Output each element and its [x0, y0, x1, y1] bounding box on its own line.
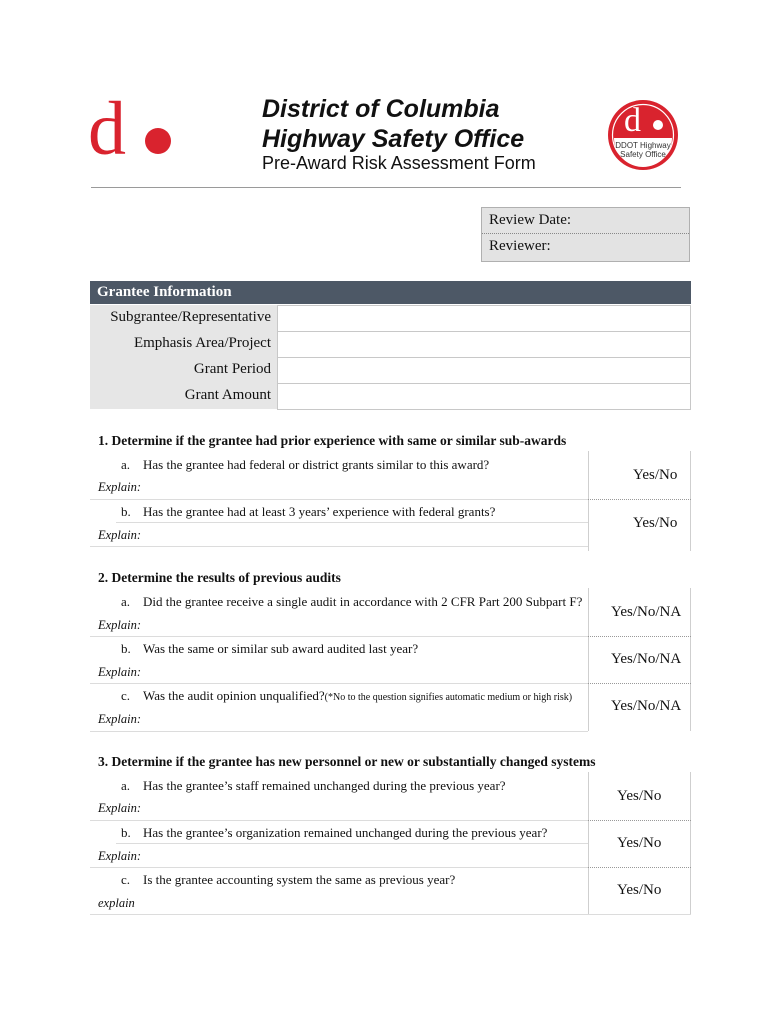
- explain-label: Explain:: [98, 665, 142, 679]
- logo-letter: d: [88, 92, 126, 162]
- svg-text:Safety Office: Safety Office: [620, 150, 666, 159]
- title-line-1: District of Columbia: [262, 95, 500, 123]
- answer-2a[interactable]: Yes/No/NA: [611, 604, 682, 620]
- ddot-logo-left: [88, 92, 178, 162]
- row-rule: [90, 820, 588, 821]
- explain-label: Explain:: [98, 849, 142, 863]
- answer-2b[interactable]: Yes/No/NA: [611, 651, 682, 667]
- row-rule: [116, 843, 588, 844]
- title-line-2: Highway Safety Office: [262, 125, 525, 153]
- section-3-title: 3. Determine if the grantee has new personnel or new or substantially changed systems: [98, 754, 596, 769]
- question-1a: a. Has the grantee had federal or district grants similar to this award?: [121, 457, 490, 472]
- answer-divider: [588, 636, 691, 637]
- answer-1a[interactable]: Yes/No: [633, 467, 678, 483]
- grantee-row-grant-period: [90, 357, 691, 383]
- question-2b: b. Was the same or similar sub award audited last year?: [121, 641, 419, 656]
- reviewer-label: Reviewer:: [489, 238, 551, 254]
- explain-label: Explain:: [98, 528, 142, 542]
- logo-letter: d: [624, 102, 641, 139]
- row-rule: [90, 731, 588, 732]
- row-rule: [90, 636, 588, 637]
- question-3b: b. Has the grantee’s organization remained unchanged during the previous year?: [121, 825, 548, 840]
- row-rule: [116, 522, 588, 523]
- subgrantee-field[interactable]: [277, 305, 691, 331]
- emphasis-area-field[interactable]: [277, 331, 691, 357]
- answer-divider: [588, 867, 691, 868]
- grantee-row-emphasis-area: [90, 331, 691, 357]
- grantee-table-bottom: [277, 409, 691, 410]
- svg-text:DDOT Highway: DDOT Highway: [615, 141, 671, 150]
- row-rule: [90, 683, 588, 684]
- row-rule: [90, 546, 588, 547]
- row-rule: [90, 867, 588, 868]
- page-subtitle: Pre-Award Risk Assessment Form: [262, 153, 536, 173]
- question-2a: a. Did the grantee receive a single audit in accordance with 2 CFR Part 200 Subpart F?: [121, 594, 583, 609]
- answer-3b[interactable]: Yes/No: [617, 835, 662, 851]
- grantee-row-label: Grant Period: [193, 361, 271, 377]
- explain-label: Explain:: [98, 480, 142, 494]
- question-3a: a. Has the grantee’s staff remained unchanged during the previous year?: [121, 778, 506, 793]
- answer-divider: [588, 683, 691, 684]
- explain-label: Explain:: [98, 712, 142, 726]
- logo-dot: [145, 128, 171, 154]
- question-3c: c. Is the grantee accounting system the same as previous year?: [121, 872, 456, 887]
- explain-label: explain: [98, 896, 135, 910]
- section-2-title: 2. Determine the results of previous audits: [98, 570, 341, 585]
- question-1b: b. Has the grantee had at least 3 years’ experience with federal grants?: [121, 504, 496, 519]
- page-title: [262, 94, 524, 154]
- review-box: [481, 207, 690, 262]
- header-divider: [91, 187, 681, 188]
- row-rule: [90, 499, 588, 500]
- answer-divider: [588, 820, 691, 821]
- grantee-row-grant-amount: [90, 383, 691, 409]
- explain-label: Explain:: [98, 801, 142, 815]
- question-2c: c. Was the audit opinion unqualified?(*No to the question signifies automatic medium or high risk): [121, 688, 573, 703]
- answer-divider: [588, 499, 691, 500]
- grantee-row-label: Emphasis Area/Project: [133, 335, 271, 351]
- review-date-label: Review Date:: [489, 212, 572, 228]
- grantee-information-heading: Grantee Information: [90, 281, 691, 304]
- review-divider: [482, 233, 689, 234]
- grant-amount-field[interactable]: [277, 383, 691, 409]
- answer-3a[interactable]: Yes/No: [617, 788, 662, 804]
- grantee-row-subgrantee: [90, 305, 691, 331]
- ddot-highway-safety-office-logo: [606, 98, 680, 172]
- section-1-title: 1. Determine if the grantee had prior experience with same or similar sub-awards: [98, 433, 567, 448]
- answer-3c[interactable]: Yes/No: [617, 882, 662, 898]
- row-rule: [90, 914, 691, 915]
- explain-label: Explain:: [98, 618, 142, 632]
- grant-period-field[interactable]: [277, 357, 691, 383]
- answer-2c[interactable]: Yes/No/NA: [611, 698, 682, 714]
- grantee-row-label: Subgrantee/Representative: [110, 309, 271, 325]
- answer-1b[interactable]: Yes/No: [633, 515, 678, 531]
- grantee-row-label: Grant Amount: [184, 387, 271, 403]
- section-1-answer-box: [588, 451, 691, 551]
